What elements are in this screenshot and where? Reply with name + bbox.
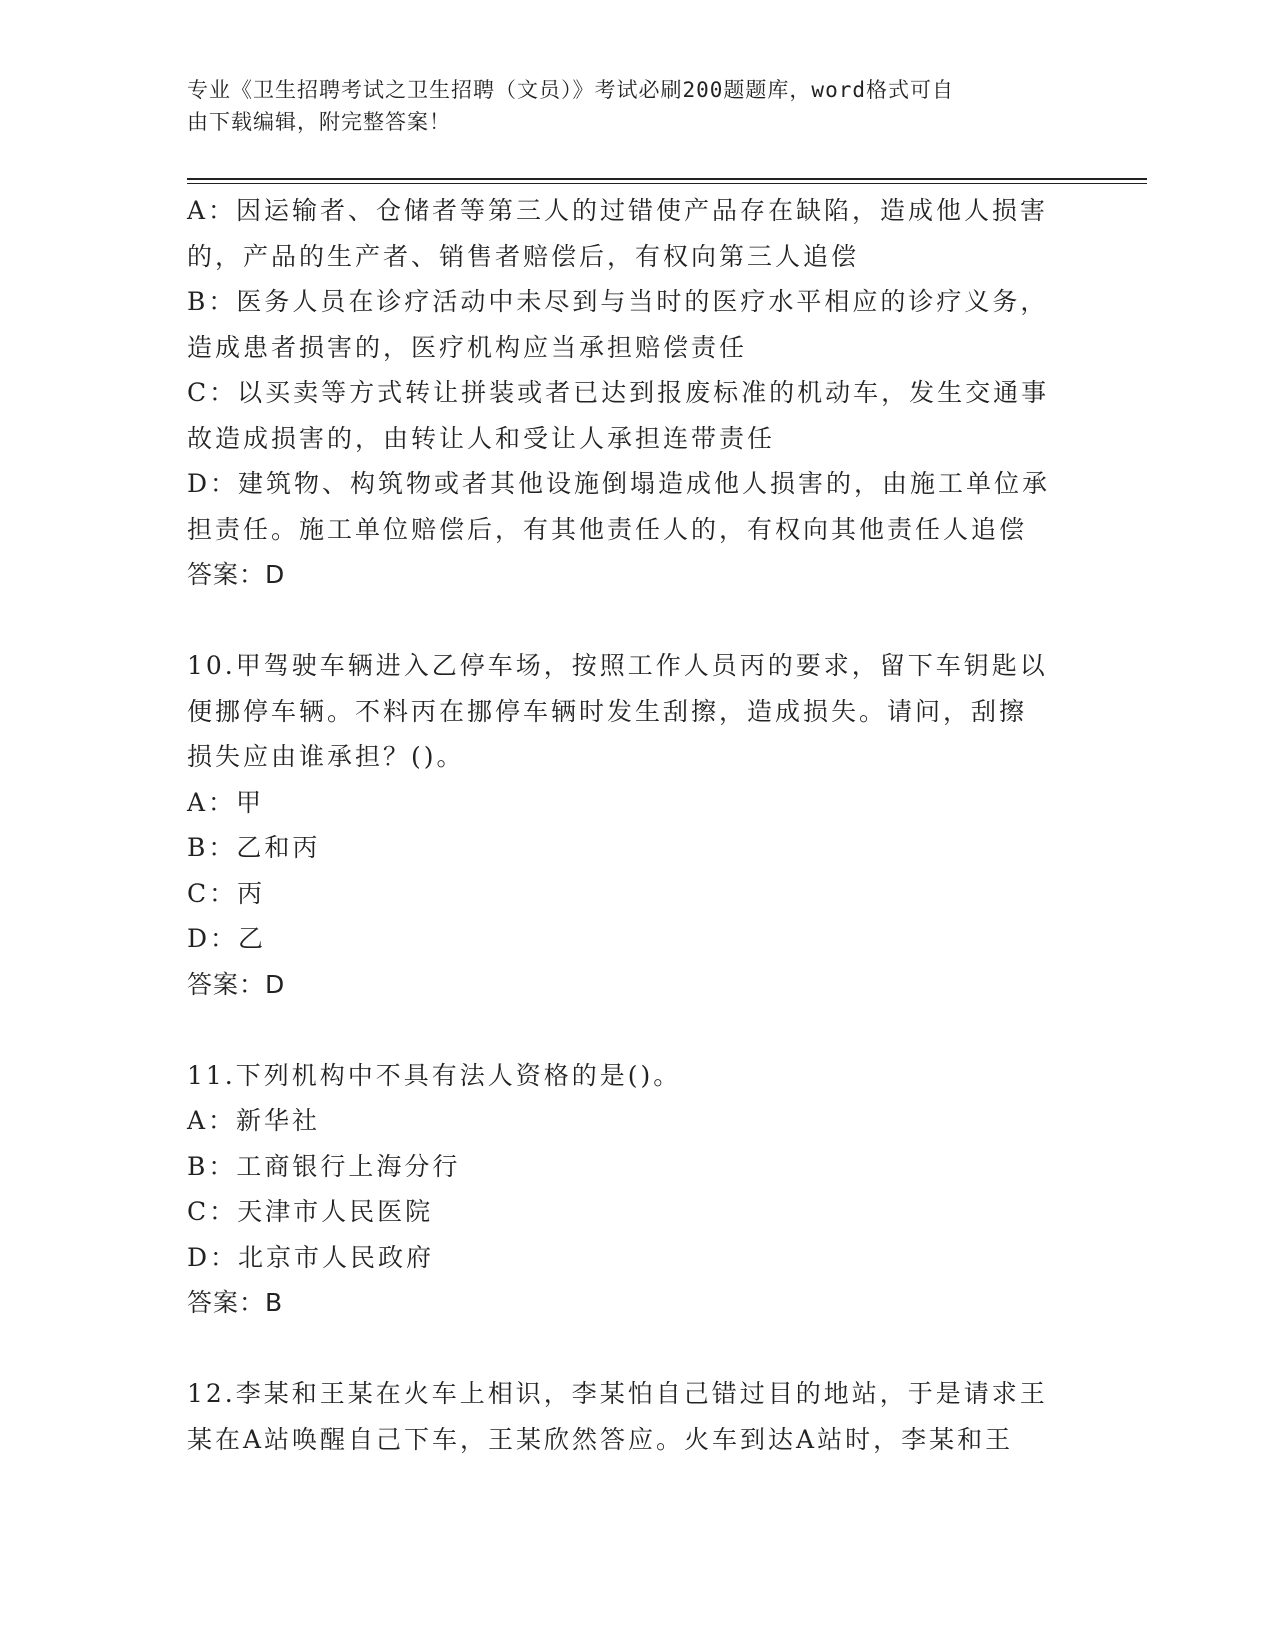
option-d-line-2: 担责任。施工单位赔偿后，有其他责任人的，有权向其他责任人追偿 [187,514,1028,544]
question-text-line-1: 12.李某和王某在火车上相识，李某怕自己错过目的地站，于是请求王 [187,1379,1048,1408]
option-b-line-2: 造成患者损害的，医疗机构应当承担赔偿责任 [187,332,748,362]
spacer [187,598,1067,644]
document-body [187,188,1067,1462]
option-c-line-2: 故造成损害的，由转让人和受让人承担连带责任 [187,423,776,453]
answer-label: 答案：D [187,969,286,999]
question-9-block [187,188,1067,598]
option-d-line-1: D：建筑物、构筑物或者其他设施倒塌造成他人损害的，由施工单位承 [187,469,1051,498]
question-11-block [187,1053,1067,1326]
option-d: D：乙 [187,924,267,953]
question-text-line-2: 某在A站唤醒自己下车，王某欣然答应。火车到达A站时，李某和王 [187,1424,1014,1454]
question-text-line-1: 10.甲驾驶车辆进入乙停车场，按照工作人员丙的要求，留下车钥匙以 [187,651,1048,680]
question-10-block [187,643,1067,1007]
question-text-line-2: 便挪停车辆。不料丙在挪停车辆时发生刮擦，造成损失。请问，刮擦 [187,696,1028,726]
header-line-1: 专业《卫生招聘考试之卫生招聘（文员）》考试必刷200题题库，word格式可自 [187,78,954,102]
option-a: A：新华社 [187,1106,321,1135]
option-d: D：北京市人民政府 [187,1242,435,1272]
option-c-line-1: C：以买卖等方式转让拼装或者已达到报废标准的机动车，发生交通事 [187,378,1050,407]
option-b: B：乙和丙 [187,833,321,862]
question-text-line-3: 损失应由谁承担？()。 [187,742,465,771]
option-a: A：甲 [187,787,265,817]
option-a-line-1: A：因运输者、仓储者等第三人的过错使产品存在缺陷，造成他人损害 [187,196,1049,225]
header-line-2: 由下载编辑，附完整答案！ [187,110,451,134]
document-header [187,74,1067,138]
header-divider-thick [187,178,1147,180]
option-c: C：天津市人民医院 [187,1197,434,1226]
option-a-line-2: 的，产品的生产者、销售者赔偿后，有权向第三人追偿 [187,241,860,271]
spacer [187,1326,1067,1372]
header-divider-thin [187,183,1147,184]
question-text-line-1: 11.下列机构中不具有法人资格的是()。 [187,1060,682,1090]
question-12-block [187,1371,1067,1462]
option-c: C：丙 [187,878,266,908]
option-b: B：工商银行上海分行 [187,1151,461,1181]
answer-label: 答案：D [187,560,286,589]
spacer [187,1007,1067,1053]
option-b-line-1: B：医务人员在诊疗活动中未尽到与当时的医疗水平相应的诊疗义务， [187,287,1049,316]
answer-label: 答案：B [187,1288,284,1317]
